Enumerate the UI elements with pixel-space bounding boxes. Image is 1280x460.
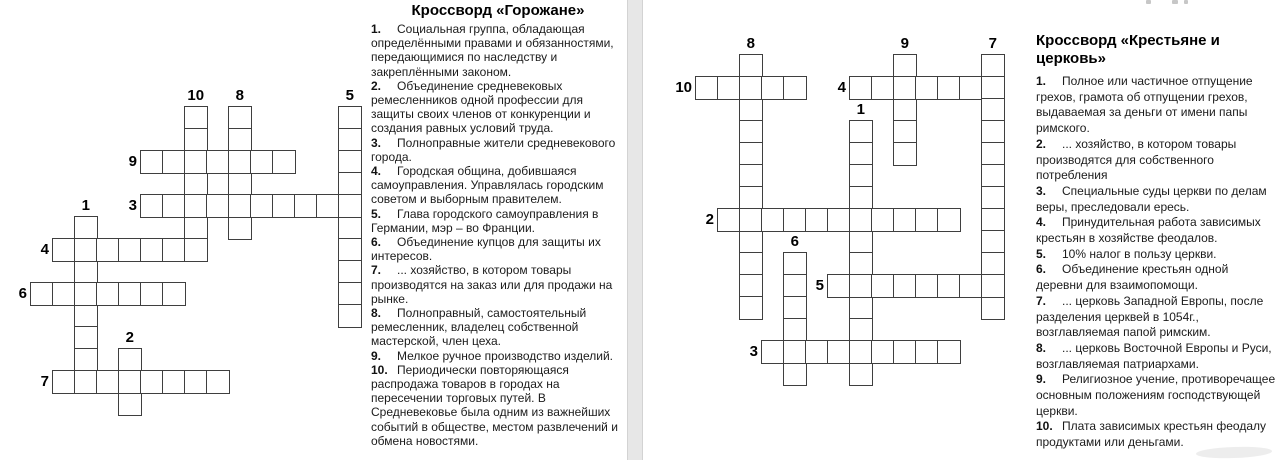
clue-number: 8. (1036, 340, 1047, 355)
word-3-across (749, 340, 961, 364)
clue-number: 4. (1036, 215, 1047, 230)
clue-number: 6. (371, 235, 382, 250)
crossword-cell (783, 296, 807, 320)
crossword-cell (695, 76, 719, 100)
crossword-cell (849, 340, 873, 364)
crossword-cell (338, 172, 362, 196)
clue-number: 5. (371, 206, 382, 221)
crossword-cell (338, 238, 362, 262)
crossword-cell (805, 208, 829, 232)
word-number-label: 1 (856, 101, 865, 118)
crossword-cell (893, 98, 917, 122)
clue-item (371, 235, 625, 263)
word-number-label: 7 (40, 373, 49, 390)
crossword-cell (338, 216, 362, 240)
clue-item (1036, 137, 1276, 184)
crossword-cell (739, 54, 763, 78)
crossword-cell (118, 370, 142, 394)
crossword-right-clues (1036, 32, 1276, 451)
crossword-cell (871, 76, 895, 100)
crossword-cell (250, 150, 274, 174)
crossword-cell (849, 186, 873, 210)
scan-artifact-top (1146, 0, 1206, 6)
crossword-cell (981, 208, 1005, 232)
word-2-across (705, 208, 961, 232)
word-number-label: 6 (790, 233, 799, 250)
crossword-cell (893, 54, 917, 78)
crossword-cell (981, 274, 1005, 298)
crossword-cell (915, 76, 939, 100)
word-number-label: 5 (345, 87, 354, 104)
word-number-label: 1 (81, 197, 90, 214)
crossword-cell (783, 208, 807, 232)
crossword-cell (783, 318, 807, 342)
word-3-across (128, 194, 362, 218)
clue-item (371, 22, 625, 79)
crossword-cell (849, 252, 873, 276)
crossword-cell (184, 106, 208, 130)
crossword-cell (783, 362, 807, 386)
crossword-cell (761, 340, 785, 364)
crossword-cell (118, 282, 142, 306)
clue-text: Полное или частичное отпущение грехов, грамота об отпущении грехов, выдаваемая за деньги от имени папы римского. (1036, 74, 1253, 136)
clue-number: 6. (1036, 262, 1047, 277)
crossword-cell (981, 164, 1005, 188)
clue-text: Специальные суды церкви по делам веры, преследовали ересь. (1036, 183, 1267, 214)
clue-text: ... хозяйство, в котором товары производятся для собственного потребления (1036, 136, 1237, 183)
crossword-cell (827, 208, 851, 232)
word-9-down (893, 35, 917, 166)
clue-item (1036, 184, 1276, 215)
crossword-cell (30, 282, 54, 306)
clue-number: 10. (371, 362, 388, 377)
crossword-cell (937, 274, 961, 298)
crossword-cell (937, 76, 961, 100)
crossword-cell (250, 194, 274, 218)
clue-item (371, 136, 625, 164)
clue-text: Объединение средневековых ремесленников одной профессии для защиты своих членов от конкуренции и создания равных условий труда. (371, 78, 591, 136)
clue-item (1036, 294, 1276, 341)
crossword-cell (74, 326, 98, 350)
word-number-label: 10 (675, 79, 692, 96)
clue-text: Мелкое ручное производство изделий. (397, 348, 613, 363)
crossword-cell (805, 340, 829, 364)
clue-text: Глава городского самоуправления в Германии, мэр – во Франции. (371, 206, 599, 235)
crossword-cell (739, 274, 763, 298)
crossword-cell (228, 172, 252, 196)
crossword-cell (739, 296, 763, 320)
crossword-left-title: Кроссворд «Горожане» (411, 2, 585, 19)
crossword-cell (316, 194, 340, 218)
crossword-cell (739, 186, 763, 210)
clue-text: Городская община, добившаяся самоуправления. Управлялась городским советом и выборным правителем. (371, 164, 604, 207)
crossword-cell (893, 340, 917, 364)
word-4-across (40, 238, 208, 262)
crossword-cell (338, 260, 362, 284)
clue-item (371, 207, 625, 235)
crossword-cell (937, 340, 961, 364)
clue-number: 2. (1036, 136, 1047, 151)
crossword-cell (849, 318, 873, 342)
crossword-cell (96, 282, 120, 306)
clue-number: 7. (371, 263, 382, 278)
crossword-cell (893, 274, 917, 298)
crossword-cell (783, 252, 807, 276)
crossword-cell (739, 98, 763, 122)
clue-number: 8. (371, 306, 382, 321)
crossword-cell (140, 238, 164, 262)
crossword-cell (981, 186, 1005, 210)
word-10-across (675, 76, 807, 100)
word-7-across (40, 370, 230, 394)
word-6-down (783, 233, 807, 386)
crossword-cell (981, 252, 1005, 276)
word-number-label: 2 (125, 329, 134, 346)
word-number-label: 2 (705, 211, 714, 228)
crossword-cell (739, 76, 763, 100)
clue-number: 1. (371, 22, 382, 36)
clue-list-left (371, 22, 625, 448)
crossword-cell (338, 128, 362, 152)
crossword-cell (184, 150, 208, 174)
crossword-cell (74, 216, 98, 240)
clue-item (371, 306, 625, 349)
crossword-cell (162, 282, 186, 306)
crossword-cell (893, 120, 917, 144)
crossword-cell (184, 194, 208, 218)
crossword-cell (849, 274, 873, 298)
clue-item (371, 263, 625, 306)
clue-item (1036, 247, 1276, 263)
crossword-cell (893, 76, 917, 100)
crossword-cell (74, 282, 98, 306)
crossword-cell (981, 296, 1005, 320)
crossword-cell (739, 208, 763, 232)
crossword-cell (96, 238, 120, 262)
crossword-cell (184, 128, 208, 152)
crossword-cell (338, 194, 362, 218)
word-number-label: 8 (235, 87, 244, 104)
word-number-label: 6 (18, 285, 27, 302)
crossword-cell (739, 120, 763, 144)
word-number-label: 4 (40, 241, 49, 258)
crossword-cell (162, 370, 186, 394)
crossword-cell (827, 340, 851, 364)
crossword-cell (893, 208, 917, 232)
crossword-cell (184, 216, 208, 240)
crossword-cell (272, 150, 296, 174)
clue-text: 10% налог в пользу церкви. (1062, 246, 1217, 261)
crossword-cell (761, 208, 785, 232)
crossword-cell (272, 194, 296, 218)
word-9-across (128, 150, 296, 174)
crossword-cell (871, 274, 895, 298)
crossword-cell (118, 392, 142, 416)
crossword-cell (849, 164, 873, 188)
clue-number: 3. (1036, 183, 1047, 198)
crossword-cell (739, 252, 763, 276)
crossword-cell (981, 230, 1005, 254)
word-number-label: 3 (128, 197, 137, 214)
crossword-cell (717, 208, 741, 232)
crossword-right-title: Кроссворд «Крестьяне и церковь» (1036, 32, 1220, 67)
crossword-cell (118, 348, 142, 372)
crossword-cell (871, 208, 895, 232)
crossword-cell (162, 150, 186, 174)
crossword-cell (184, 172, 208, 196)
crossword-cell (228, 128, 252, 152)
clue-text: Принудительная работа зависимых крестьян в хозяйстве феодалов. (1036, 215, 1261, 246)
crossword-cell (74, 304, 98, 328)
clue-number: 1. (1036, 74, 1047, 88)
crossword-cell (228, 216, 252, 240)
clue-text: Объединение купцов для защиты их интересов. (371, 235, 601, 264)
crossword-cell (959, 76, 983, 100)
crossword-cell (140, 370, 164, 394)
word-6-across (18, 282, 186, 306)
clue-item (1036, 341, 1276, 372)
clue-item (1036, 262, 1276, 293)
crossword-cell (849, 230, 873, 254)
clue-text: Религиозное учение, противоречащее основным положениям господствующей церкви. (1036, 372, 1276, 418)
word-number-label: 7 (988, 35, 997, 52)
crossword-cell (761, 76, 785, 100)
clue-number: 9. (371, 348, 382, 363)
crossword-cell (338, 304, 362, 328)
crossword-cell (871, 340, 895, 364)
clue-number: 10. (1036, 419, 1053, 434)
crossword-cell (140, 282, 164, 306)
crossword-cell (717, 76, 741, 100)
clue-number: 2. (371, 78, 382, 93)
clue-number: 3. (371, 135, 382, 150)
clue-number: 7. (1036, 293, 1047, 308)
crossword-cell (184, 370, 208, 394)
clue-item (371, 363, 625, 448)
clue-item (371, 349, 625, 363)
crossword-cell (294, 194, 318, 218)
clue-text: Полноправные жители средневекового города. (371, 135, 616, 164)
crossword-cell (739, 142, 763, 166)
clue-item (1036, 74, 1276, 137)
crossword-cell (74, 260, 98, 284)
crossword-cell (849, 296, 873, 320)
clue-text: ... хозяйство, в котором товары производятся на заказ или для продажи на рынке. (371, 263, 613, 306)
crossword-cell (739, 164, 763, 188)
crossword-cell (981, 76, 1005, 100)
crossword-cell (827, 274, 851, 298)
clue-text: Плата зависимых крестьян феодалу продуктами или деньгами. (1036, 419, 1267, 450)
crossword-cell (140, 194, 164, 218)
clue-text: ... церковь Западной Европы, после разделения церквей в 1054г., возглавляемая папой римским. (1036, 293, 1264, 340)
crossword-cell (96, 370, 120, 394)
crossword-cell (915, 208, 939, 232)
word-number-label: 9 (900, 35, 909, 52)
word-5-across (815, 274, 1005, 298)
crossword-cell (783, 340, 807, 364)
clue-item (1036, 372, 1276, 419)
crossword-cell (937, 208, 961, 232)
crossword-cell (184, 238, 208, 262)
crossword-cell (206, 370, 230, 394)
crossword-cell (162, 194, 186, 218)
crossword-cell (52, 238, 76, 262)
page-divider (627, 0, 643, 460)
clue-item (371, 164, 625, 207)
crossword-cell (981, 54, 1005, 78)
word-number-label: 4 (837, 79, 846, 96)
word-number-label: 3 (749, 343, 758, 360)
clue-item (1036, 215, 1276, 246)
crossword-cell (849, 208, 873, 232)
clue-number: 9. (1036, 372, 1047, 387)
crossword-left-clues (371, 2, 625, 448)
crossword-cell (959, 274, 983, 298)
word-number-label: 8 (746, 35, 755, 52)
clue-text: Объединение крестьян одной деревни для взаимопомощи. (1036, 262, 1229, 293)
crossword-cell (849, 76, 873, 100)
crossword-cell (338, 106, 362, 130)
crossword-cell (849, 362, 873, 386)
crossword-cell (140, 150, 164, 174)
clue-text: Периодически повторяющаяся распродажа товаров в городах на пересечении торговых путей. В Средневековье была одним из важнейших событий в обществе, местом развлечений и обмена новостями. (371, 362, 618, 448)
clue-text: Социальная группа, обладающая определёнными правами и обязанностями, передающимися по наследству и закреплёнными законом. (371, 22, 614, 79)
clue-text: ... церковь Восточной Европы и Руси, возглавляемая патриархами. (1036, 340, 1272, 371)
crossword-cell (981, 142, 1005, 166)
crossword-cell (338, 150, 362, 174)
crossword-cell (849, 142, 873, 166)
crossword-cell (915, 274, 939, 298)
crossword-cell (228, 106, 252, 130)
crossword-cell (915, 340, 939, 364)
crossword-cell (228, 150, 252, 174)
word-number-label: 5 (815, 277, 824, 294)
clue-text: Полноправный, самостоятельный ремесленник, владелец собственной мастерской, член цеха. (371, 306, 587, 349)
crossword-cell (206, 150, 230, 174)
clue-number: 4. (371, 164, 382, 179)
crossword-cell (338, 282, 362, 306)
clue-list-right (1036, 74, 1276, 451)
word-number-label: 10 (187, 87, 205, 104)
crossword-cell (162, 238, 186, 262)
word-number-label: 9 (128, 153, 137, 170)
crossword-cell (783, 76, 807, 100)
crossword-cell (52, 370, 76, 394)
crossword-cell (74, 238, 98, 262)
crossword-cell (849, 120, 873, 144)
crossword-cell (228, 194, 252, 218)
crossword-cell (74, 348, 98, 372)
clue-number: 5. (1036, 246, 1047, 261)
crossword-cell (206, 194, 230, 218)
crossword-cell (74, 370, 98, 394)
crossword-cell (52, 282, 76, 306)
crossword-cell (981, 120, 1005, 144)
crossword-cell (118, 238, 142, 262)
crossword-cell (893, 142, 917, 166)
crossword-cell (739, 230, 763, 254)
crossword-cell (981, 98, 1005, 122)
clue-item (371, 79, 625, 136)
